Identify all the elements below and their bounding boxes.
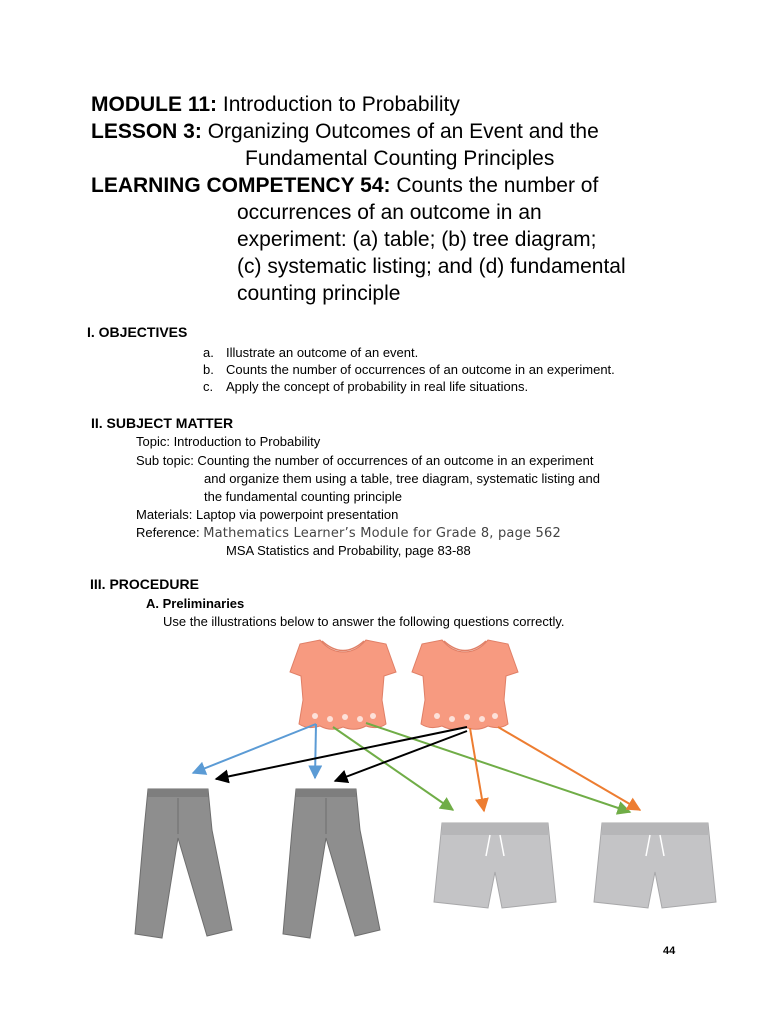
subtopic-text-1: Sub topic: Counting the number of occurrences of an outcome in an experiment xyxy=(136,453,594,468)
module-title: Introduction to Probability xyxy=(222,93,460,116)
shorts-2-icon xyxy=(594,823,716,908)
reference-2: MSA Statistics and Probability, page 83-88 xyxy=(226,543,471,558)
preliminaries-heading: A. Preliminaries xyxy=(146,596,245,611)
shirt-1-icon xyxy=(290,640,396,729)
pants-1-icon xyxy=(135,789,232,938)
page-number: 44 xyxy=(663,945,676,957)
subject-matter-heading: II. SUBJECT MATTER xyxy=(91,415,234,431)
module-label: MODULE 11: xyxy=(91,93,218,116)
reference-1: Mathematics Learner’s Module for Grade 8, page 562 xyxy=(203,526,561,541)
arrow-orange-2 xyxy=(498,727,640,810)
arrow-black-1 xyxy=(216,727,467,779)
objective-marker: c. xyxy=(203,379,214,394)
competency-text-5: counting principle xyxy=(237,282,401,305)
competency-text-1: Counts the number of xyxy=(396,174,599,197)
arrow-green-2 xyxy=(366,723,630,812)
shorts-1-icon xyxy=(434,823,556,908)
competency-text-3: experiment: (a) table; (b) tree diagram; xyxy=(237,228,597,251)
lesson-title-1: Organizing Outcomes of an Event and the xyxy=(207,120,599,143)
objective-marker: a. xyxy=(203,345,214,360)
lesson-label: LESSON 3: xyxy=(91,120,202,143)
competency-label: LEARNING COMPETENCY 54: xyxy=(91,174,391,197)
reference-label: Reference: xyxy=(136,525,200,540)
procedure-heading: III. PROCEDURE xyxy=(90,576,199,592)
objective-marker: b. xyxy=(203,362,214,377)
objectives-heading: I. OBJECTIVES xyxy=(87,324,188,340)
arrow-orange-1 xyxy=(470,728,484,811)
pants-2-icon xyxy=(283,789,380,938)
arrow-blue-2 xyxy=(315,724,316,778)
lesson-title-2: Fundamental Counting Principles xyxy=(245,147,555,170)
subtopic-text-3: the fundamental counting principle xyxy=(204,489,403,504)
competency-text-4: (c) systematic listing; and (d) fundamental xyxy=(237,255,626,278)
objective-text: Apply the concept of probability in real life situations. xyxy=(226,379,529,394)
instruction-text: Use the illustrations below to answer the following questions correctly. xyxy=(163,614,565,629)
objective-text: Counts the number of occurrences of an outcome in an experiment. xyxy=(226,362,615,377)
shirt-2-icon xyxy=(412,640,518,729)
arrow-blue-1 xyxy=(193,724,316,773)
competency-text-2: occurrences of an outcome in an xyxy=(237,201,542,224)
materials-text: Materials: Laptop via powerpoint presentation xyxy=(136,507,399,522)
subtopic-text-2: and organize them using a table, tree diagram, systematic listing and xyxy=(204,471,600,486)
topic-text: Topic: Introduction to Probability xyxy=(136,434,321,449)
objective-text: Illustrate an outcome of an event. xyxy=(226,345,419,360)
